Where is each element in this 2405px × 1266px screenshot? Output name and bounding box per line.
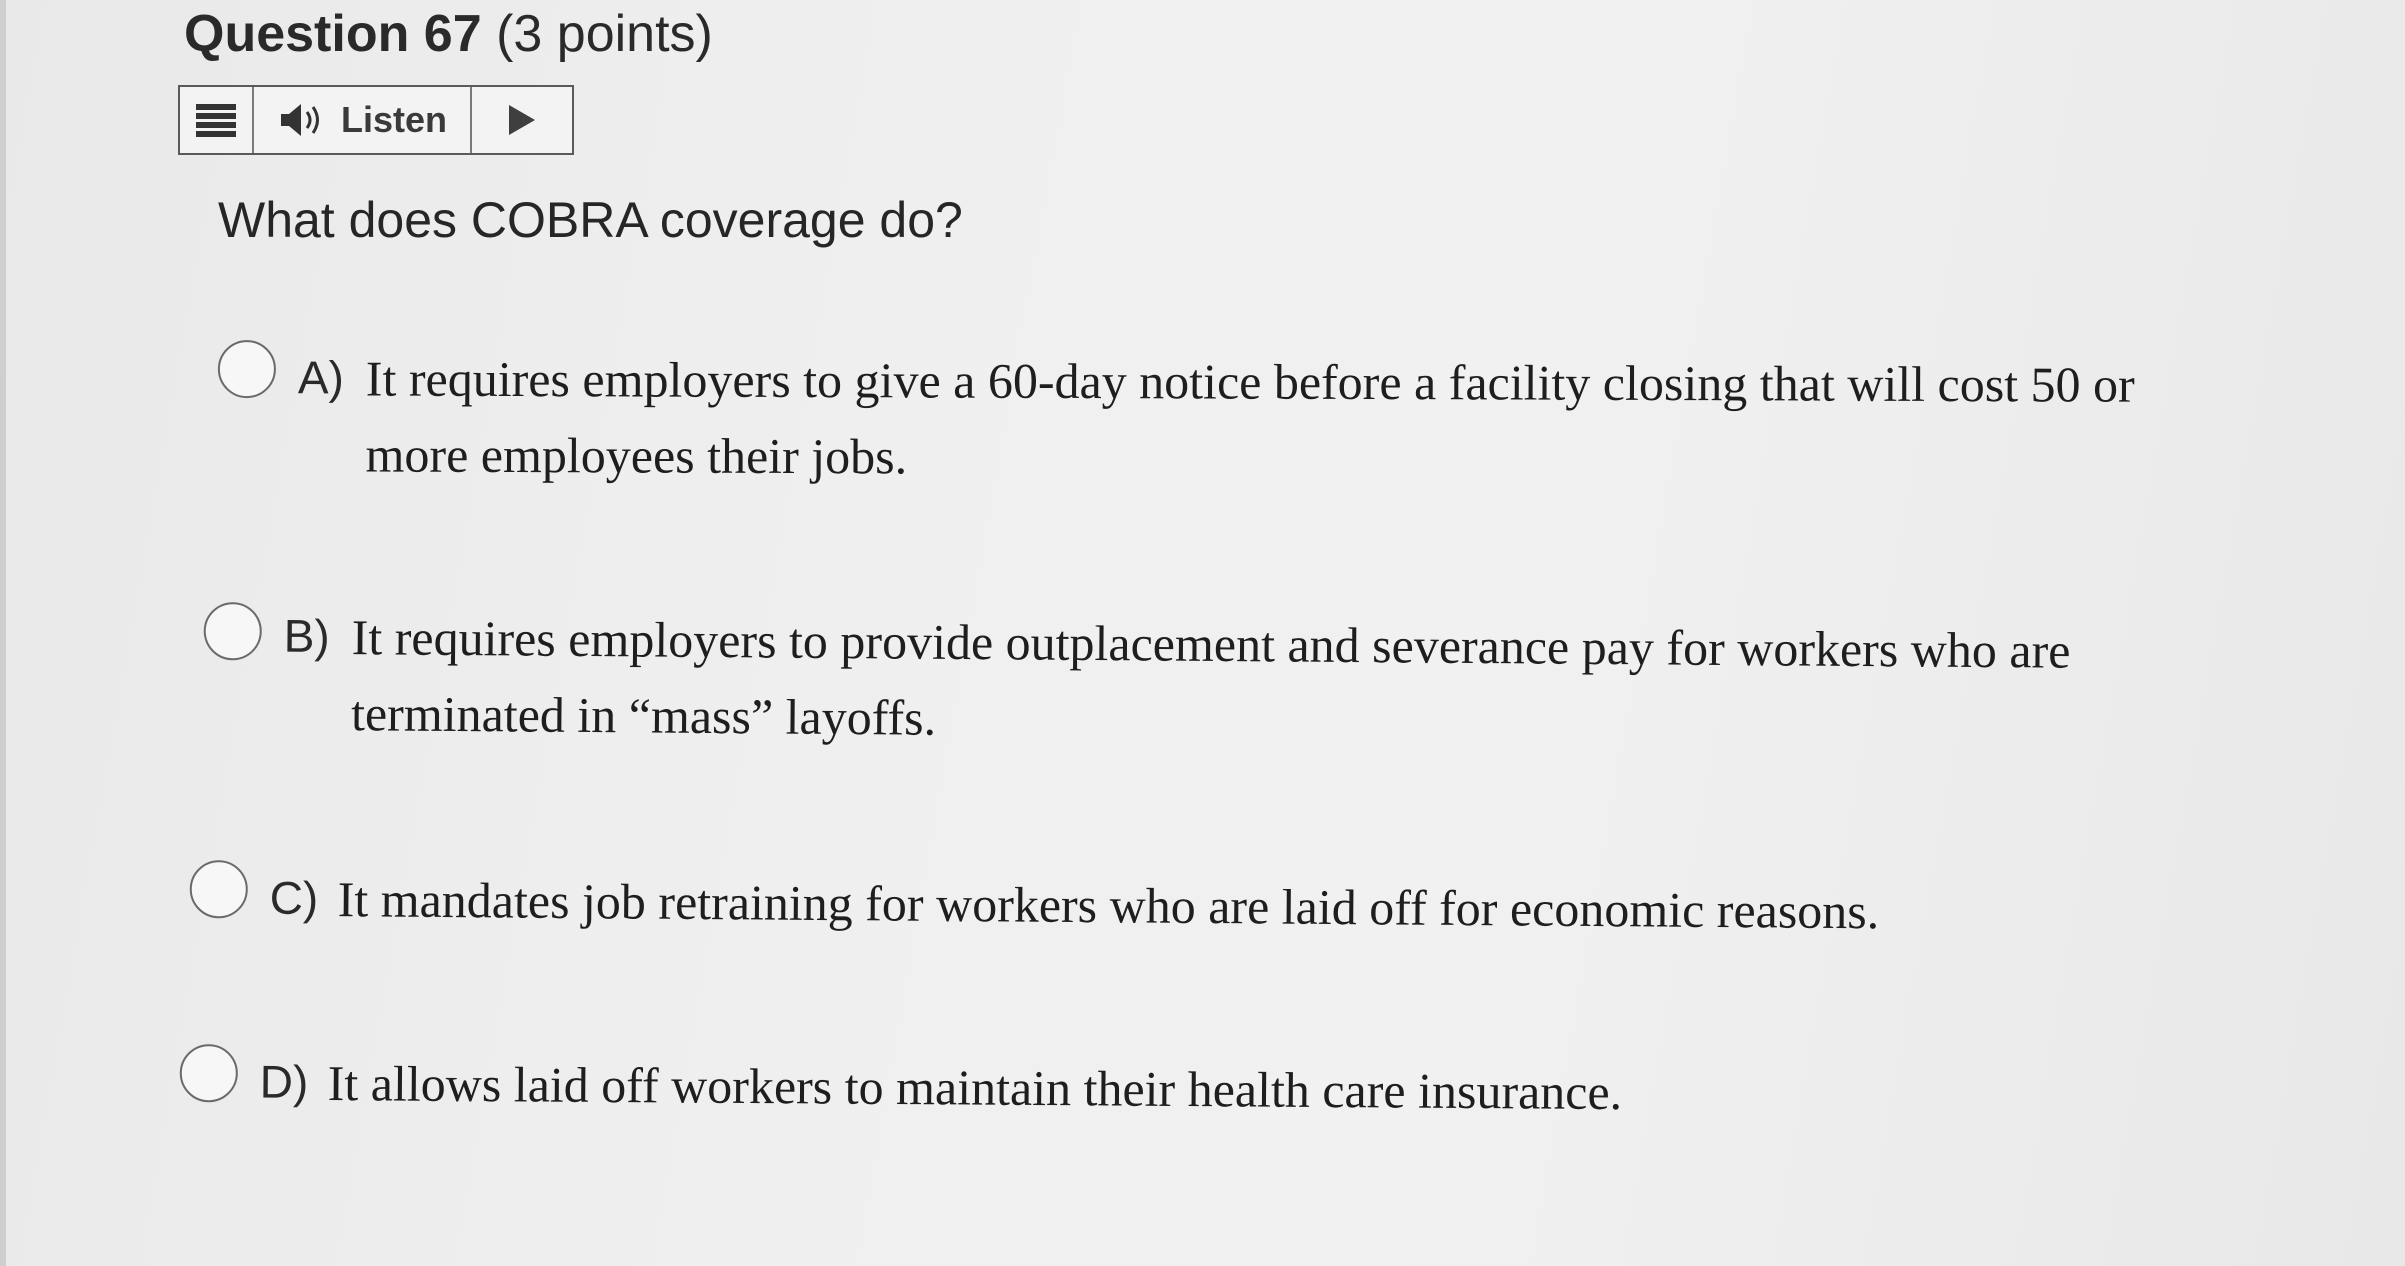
radio-button-c[interactable]: [190, 860, 248, 918]
option-text-c: It mandates job retraining for workers who are laid off for economic reasons.: [337, 871, 1880, 940]
option-text-d: It allows laid off workers to maintain their health care insurance.: [327, 1055, 1623, 1121]
question-prompt: What does COBRA coverage do?: [218, 192, 963, 248]
answer-option-c[interactable]: [189, 860, 2140, 951]
radio-button-d[interactable]: [180, 1044, 238, 1102]
radio-button-a[interactable]: [218, 340, 276, 398]
option-letter-b: B): [283, 609, 330, 662]
question-title: Question 67: [184, 5, 482, 63]
listen-button[interactable]: [254, 87, 472, 153]
play-button[interactable]: [472, 87, 572, 153]
listen-label: Listen: [340, 99, 447, 140]
option-text-a: It requires employers to give a 60-day notice before a facility closing that will cost 50 or more employees their jobs.: [365, 350, 2135, 485]
answer-option-b[interactable]: [203, 598, 2154, 765]
answer-option-d[interactable]: [179, 1044, 2129, 1134]
option-letter-a: A): [297, 351, 344, 404]
option-letter-d: D): [259, 1055, 309, 1108]
listen-toolbar: [178, 85, 574, 155]
radio-button-b[interactable]: [204, 602, 262, 660]
page-left-edge: [0, 0, 6, 1266]
question-header: [184, 2, 713, 66]
speaker-icon: [277, 100, 327, 140]
option-letter-c: C): [269, 871, 319, 925]
answer-option-a[interactable]: [217, 340, 2158, 499]
listen-menu-button[interactable]: [180, 87, 254, 153]
question-points: (3 points): [496, 5, 713, 63]
play-icon: [505, 102, 539, 138]
hamburger-menu-icon: [194, 100, 238, 140]
option-text-b: It requires employers to provide outplacement and severance pay for workers who are terminated in “mass” layoffs.: [350, 609, 2071, 746]
